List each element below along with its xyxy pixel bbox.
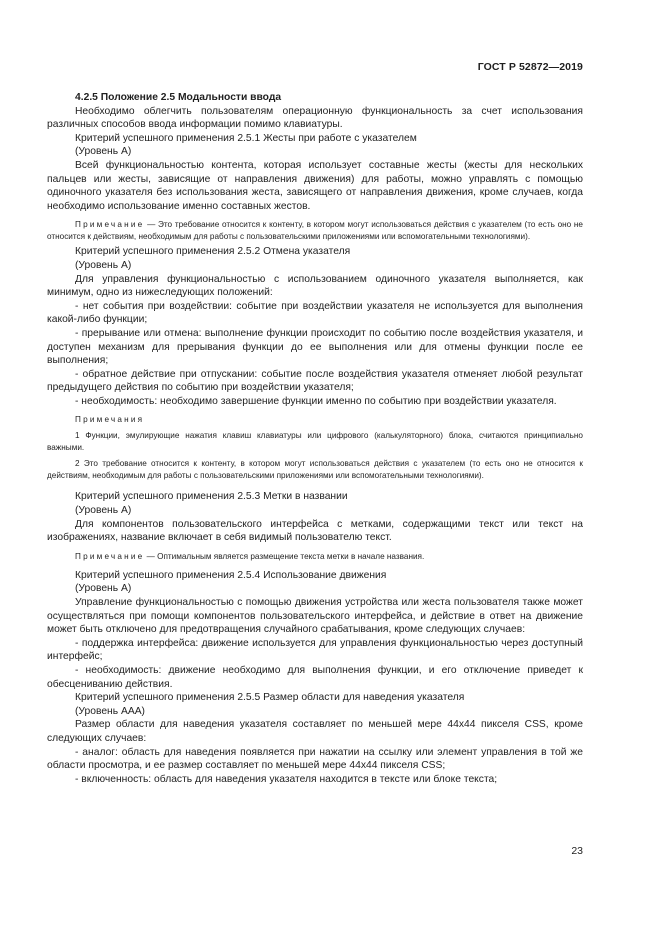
criterion-2-5-3-level: (Уровень А) [75,505,132,517]
list-item: - прерывание или отмена: выполнение функции происходит по событию после воздействия указателя, и доступен механизм для прерывания функции до ее выполнения или для отмены функции после ее выполнения; [47,327,583,367]
criterion-2-5-1-note [47,219,583,243]
criterion-2-5-4-title: Критерий успешного применения 2.5.4 Использование движения [75,569,387,581]
criterion-2-5-1-level: (Уровень А) [75,146,132,158]
criterion-2-5-5-level: (Уровень ААА) [75,705,145,717]
note-label: Примечание [75,220,145,230]
notes-label: Примечания [75,415,145,425]
list-item: - включенность: область для наведения указателя находится в тексте или блоке текста; [75,773,498,785]
list-item: - нет события при воздействии: событие при воздействии указателя не используется для выполнения какой-либо функции; [47,300,583,326]
intro-paragraph: Необходимо облегчить пользователям операционную функциональность за счет использования различных способов ввода информации помимо клавиатуры. [47,105,583,131]
criterion-2-5-1-text: Всей функциональностью контента, которая использует составные жесты (жесты для нескольких пальцев или жесты, зависящие от направления движения) для работы, можно управлять с помощью одиночного указателя без использования жеста, зависящего от направления движения, кроме случаев, когда необходимо использование именно составных жестов. [47,159,583,212]
criterion-2-5-4-text: Управление функциональностью с помощью движения устройства или жеста пользователя также может осуществляться при помощи компонентов пользовательского интерфейса, и действие в ответ на движение может быть отключено для предотвращения случайного срабатывания, кроме следующих случаев: [47,597,583,636]
criterion-2-5-1-title: Критерий успешного применения 2.5.1 Жесты при работе с указателем [75,132,417,144]
note-2: 2 Это требование относится к контенту, в котором могут использоваться действия с указателем (то есть оно не относится к действиям, необходимым для работы с пользовательскими приложениями или вспомогательными технологиями). [47,459,583,481]
criterion-2-5-3-text: Для компонентов пользовательского интерфейса с метками, содержащими текст или текст на изображениях, название включает в себя видимый пользователю текст. [47,518,583,544]
criterion-2-5-2-title: Критерий успешного применения 2.5.2 Отмена указателя [75,246,351,258]
list-item: - аналог: область для наведения появляется при нажатии на ссылку или элемент управления в той же области просмотра, и ее размер составляет по меньшей мере 44x44 пикселя CSS; [47,746,583,772]
criterion-2-5-3-title: Критерий успешного применения 2.5.3 Метки в названии [75,491,348,503]
criterion-2-5-5-title: Критерий успешного применения 2.5.5 Размер области для наведения указателя [75,692,465,704]
list-item: - необходимость: необходимо завершение функции именно по событию при воздействии указателя. [75,395,557,407]
list-item: - обратное действие при отпускании: событие после воздействия указателя отменяет любой результат предыдущего действия по событию при воздействии указателя; [47,368,583,394]
note-1: 1 Функции, эмулирующие нажатия клавиш клавиатуры или цифрового (калькуляторного) блока, считаются принципиально важными. [47,431,583,453]
criterion-2-5-2-level: (Уровень А) [75,259,132,271]
list-item: - поддержка интерфейса: движение используется для управления функциональностью через доступный интерфейс; [47,637,583,663]
note-text: — Это требование относится к контенту, в котором могут использоваться действия с указателем (то есть оно не относится к действиям, необходимым для работы с пользовательскими приложениями или вспомогательными технологиями). [47,220,583,242]
page-number: 23 [571,845,583,857]
criterion-2-5-2-notes-heading [47,414,583,426]
page-content [47,91,583,786]
note-text: — Оптимальным является размещение текста метки в начале названия. [144,551,425,561]
standard-code-header: ГОСТ Р 52872—2019 [477,61,583,73]
note-label: Примечание [75,551,145,561]
section-title: 4.2.5 Положение 2.5 Модальности ввода [75,92,282,103]
criterion-2-5-3-note [47,551,583,563]
criterion-2-5-4-level: (Уровень А) [75,583,132,595]
list-item: - необходимость: движение необходимо для выполнения функции, и его отключение приведет к обесцениванию действия. [47,665,583,690]
criterion-2-5-2-text: Для управления функциональностью с использованием одиночного указателя выполняется, как минимум, одно из нижеследующих положений: [47,273,583,299]
criterion-2-5-5-text: Размер области для наведения указателя составляет по меньшей мере 44x44 пикселя CSS, кроме следующих случаев: [47,719,583,744]
